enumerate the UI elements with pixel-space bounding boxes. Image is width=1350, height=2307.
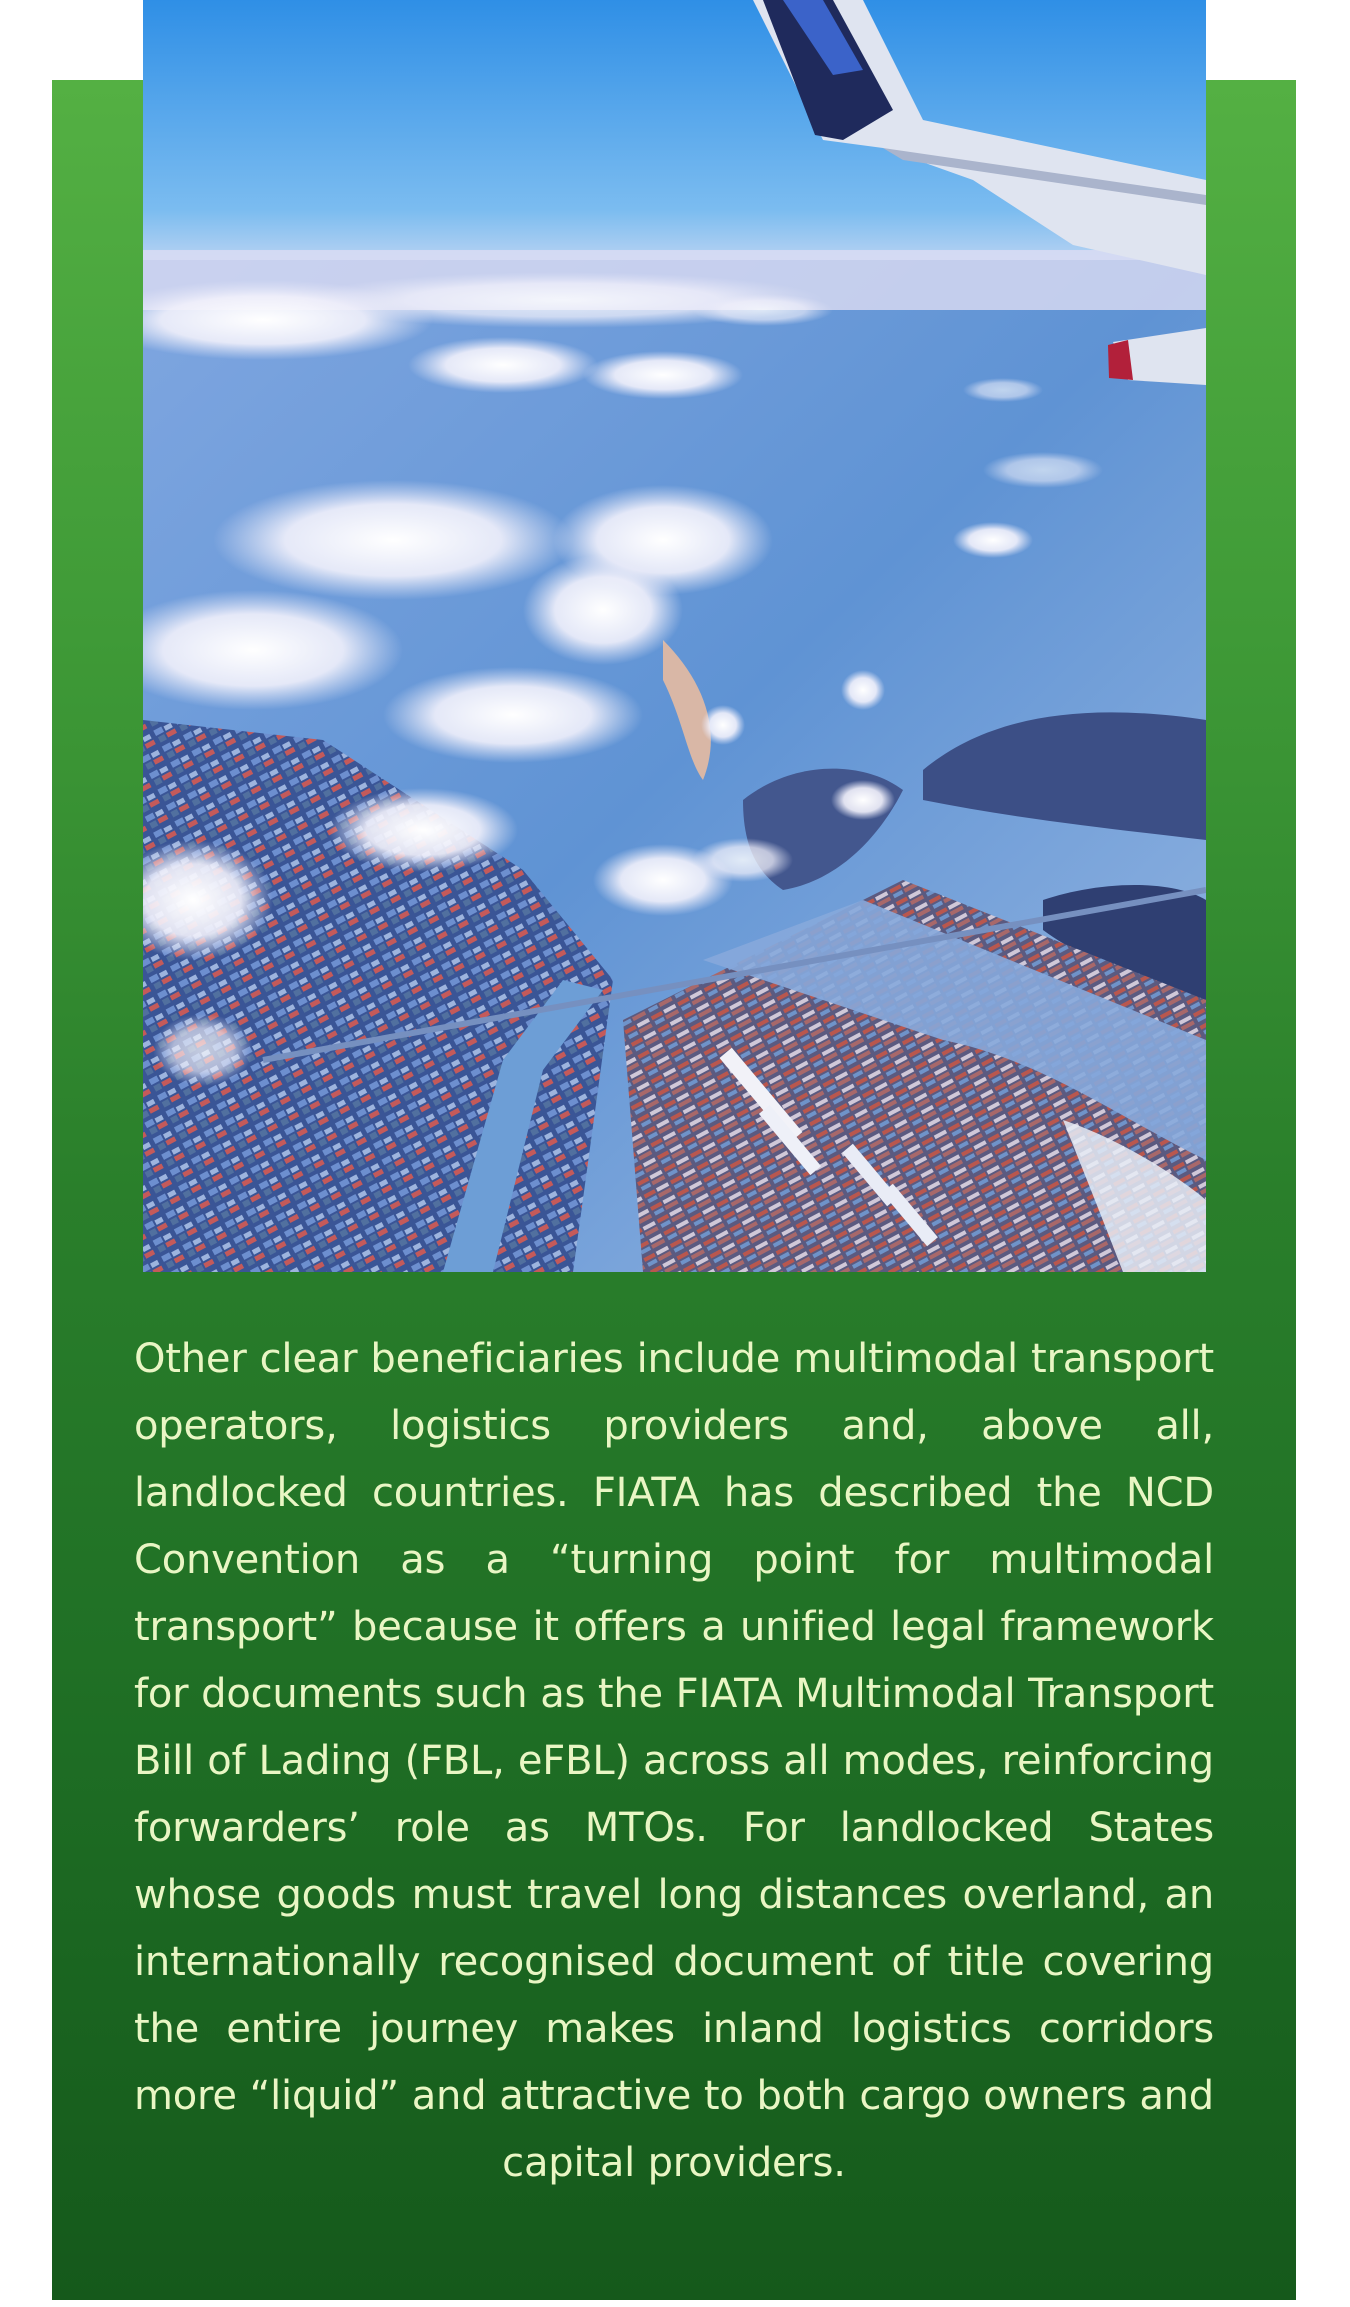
aerial-port-photo [143, 0, 1206, 1272]
article-paragraph: Other clear beneficiaries include multimodal transport operators, logistics providers and, above all, landlocked countries. FIATA has described the NCD Convention as a “turning point for multimodal transport” because it offers a unified legal framework for documents such as the FIATA Multimodal Transport Bill of Lading (FBL, eFBL) across all modes, reinforcing forwarders’ role as MTOs. For landlocked States whose goods must travel long distances overland, an internationally recognised document of title covering the entire journey makes inland logistics corridors more “liquid” and attractive to both cargo owners and capital providers. [134, 1336, 1214, 2186]
